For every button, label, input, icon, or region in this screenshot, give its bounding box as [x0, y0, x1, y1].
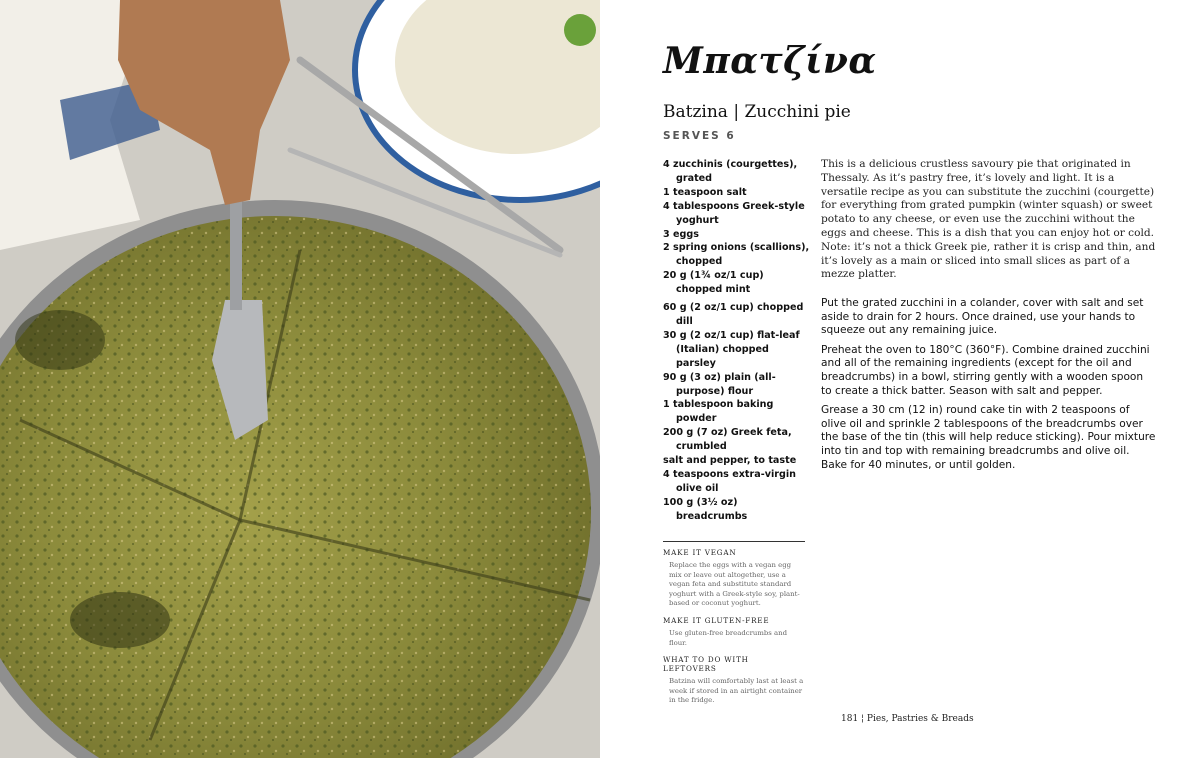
tip-heading: WHAT TO DO WITH LEFTOVERS [663, 655, 749, 674]
recipe-title: Batzina | Zucchini pie [663, 102, 851, 122]
ingredient-item: 30 g (2 oz/1 cup) flat-leaf (Italian) chopped parsley [663, 329, 800, 369]
intro-paragraph: This is a delicious crustless savoury pie that originated in Thessaly. As it’s pastry free, it’s lovely and light. It is a versatile recipe as you can substitute the zucchini (courgette) for everything from grated pumpkin (winter squash) or sweet potato to any cheese, or even use the zucchini without the eggs and cheese. This is a dish that you can enjoy hot or cold. Note: it’s not a thick Greek pie, rather it is crisp and thin, and it’s lovely as a main or sliced into small slices as part of a mezze platter. [821, 158, 1156, 281]
ingredient-item: 90 g (3 oz) plain (all-purpose) flour [663, 371, 776, 397]
method-steps [821, 297, 1156, 478]
method-step: Put the grated zucchini in a colander, cover with salt and set aside to drain for 2 hours. Once drained, use your hands to squeeze out any remaining juice. [821, 297, 1144, 337]
ingredient-item: 100 g (3½ oz) breadcrumbs [663, 496, 748, 522]
tip-heading: MAKE IT VEGAN [663, 548, 737, 557]
ingredient-item: 2 spring onions (scallions), chopped [663, 242, 810, 268]
ingredient-item: 4 tablespoons Greek-style yoghurt [663, 200, 805, 226]
tip-body: Replace the eggs with a vegan egg mix or leave out altogether, use a vegan feta and substitute standard yoghurt with a Greek-style soy, plant-based or coconut yoghurt. [669, 561, 800, 608]
ingredient-item: 4 zucchinis (courgettes), grated [663, 159, 798, 184]
ingredient-item: 1 teaspoon salt [663, 186, 747, 198]
ingredient-item: 60 g (2 oz/1 cup) chopped dill [663, 302, 804, 327]
method-step: Preheat the oven to 180°C (360°F). Combine drained zucchini and all of the remaining ingredients (except for the oil and breadcrumbs) in a bowl, stirring gently with a wooden spoon to create a thick batter. Season with salt and pepper. [821, 343, 1150, 397]
tip-body: Use gluten-free breadcrumbs and flour. [669, 628, 787, 647]
ingredient-item: salt and pepper, to taste [663, 455, 797, 467]
greek-title: Μπατζίνα [663, 40, 877, 82]
serves-label: SERVES 6 [663, 130, 736, 142]
ingredient-item: 3 eggs [663, 228, 699, 240]
page-footer: 181 ¦ Pies, Pastries & Breads [841, 714, 974, 724]
tips-box [663, 541, 805, 713]
ingredient-item: 4 teaspoons extra-virgin olive oil [663, 468, 796, 494]
method-step: Grease a 30 cm (12 in) round cake tin with 2 teaspoons of olive oil and sprinkle 2 tablespoons of the breadcrumbs over the base of the tin (this will help reduce sticking). Pour mixture into tin and top with remaining breadcrumbs and olive oil. Bake for 40 minutes, or until golden. [821, 404, 1156, 471]
tip-body: Batzina will comfortably last at least a week if stored in an airtight container in the fridge. [669, 677, 804, 705]
ingredients-list [663, 158, 811, 524]
recipe-page [600, 0, 1200, 758]
tip-heading: MAKE IT GLUTEN-FREE [663, 615, 770, 625]
ingredient-item: 1 tablespoon baking powder [663, 399, 774, 425]
ingredient-item: 200 g (7 oz) Greek feta, crumbled [663, 427, 792, 453]
ingredient-item: 20 g (1¾ oz/1 cup) chopped mint [663, 270, 764, 296]
